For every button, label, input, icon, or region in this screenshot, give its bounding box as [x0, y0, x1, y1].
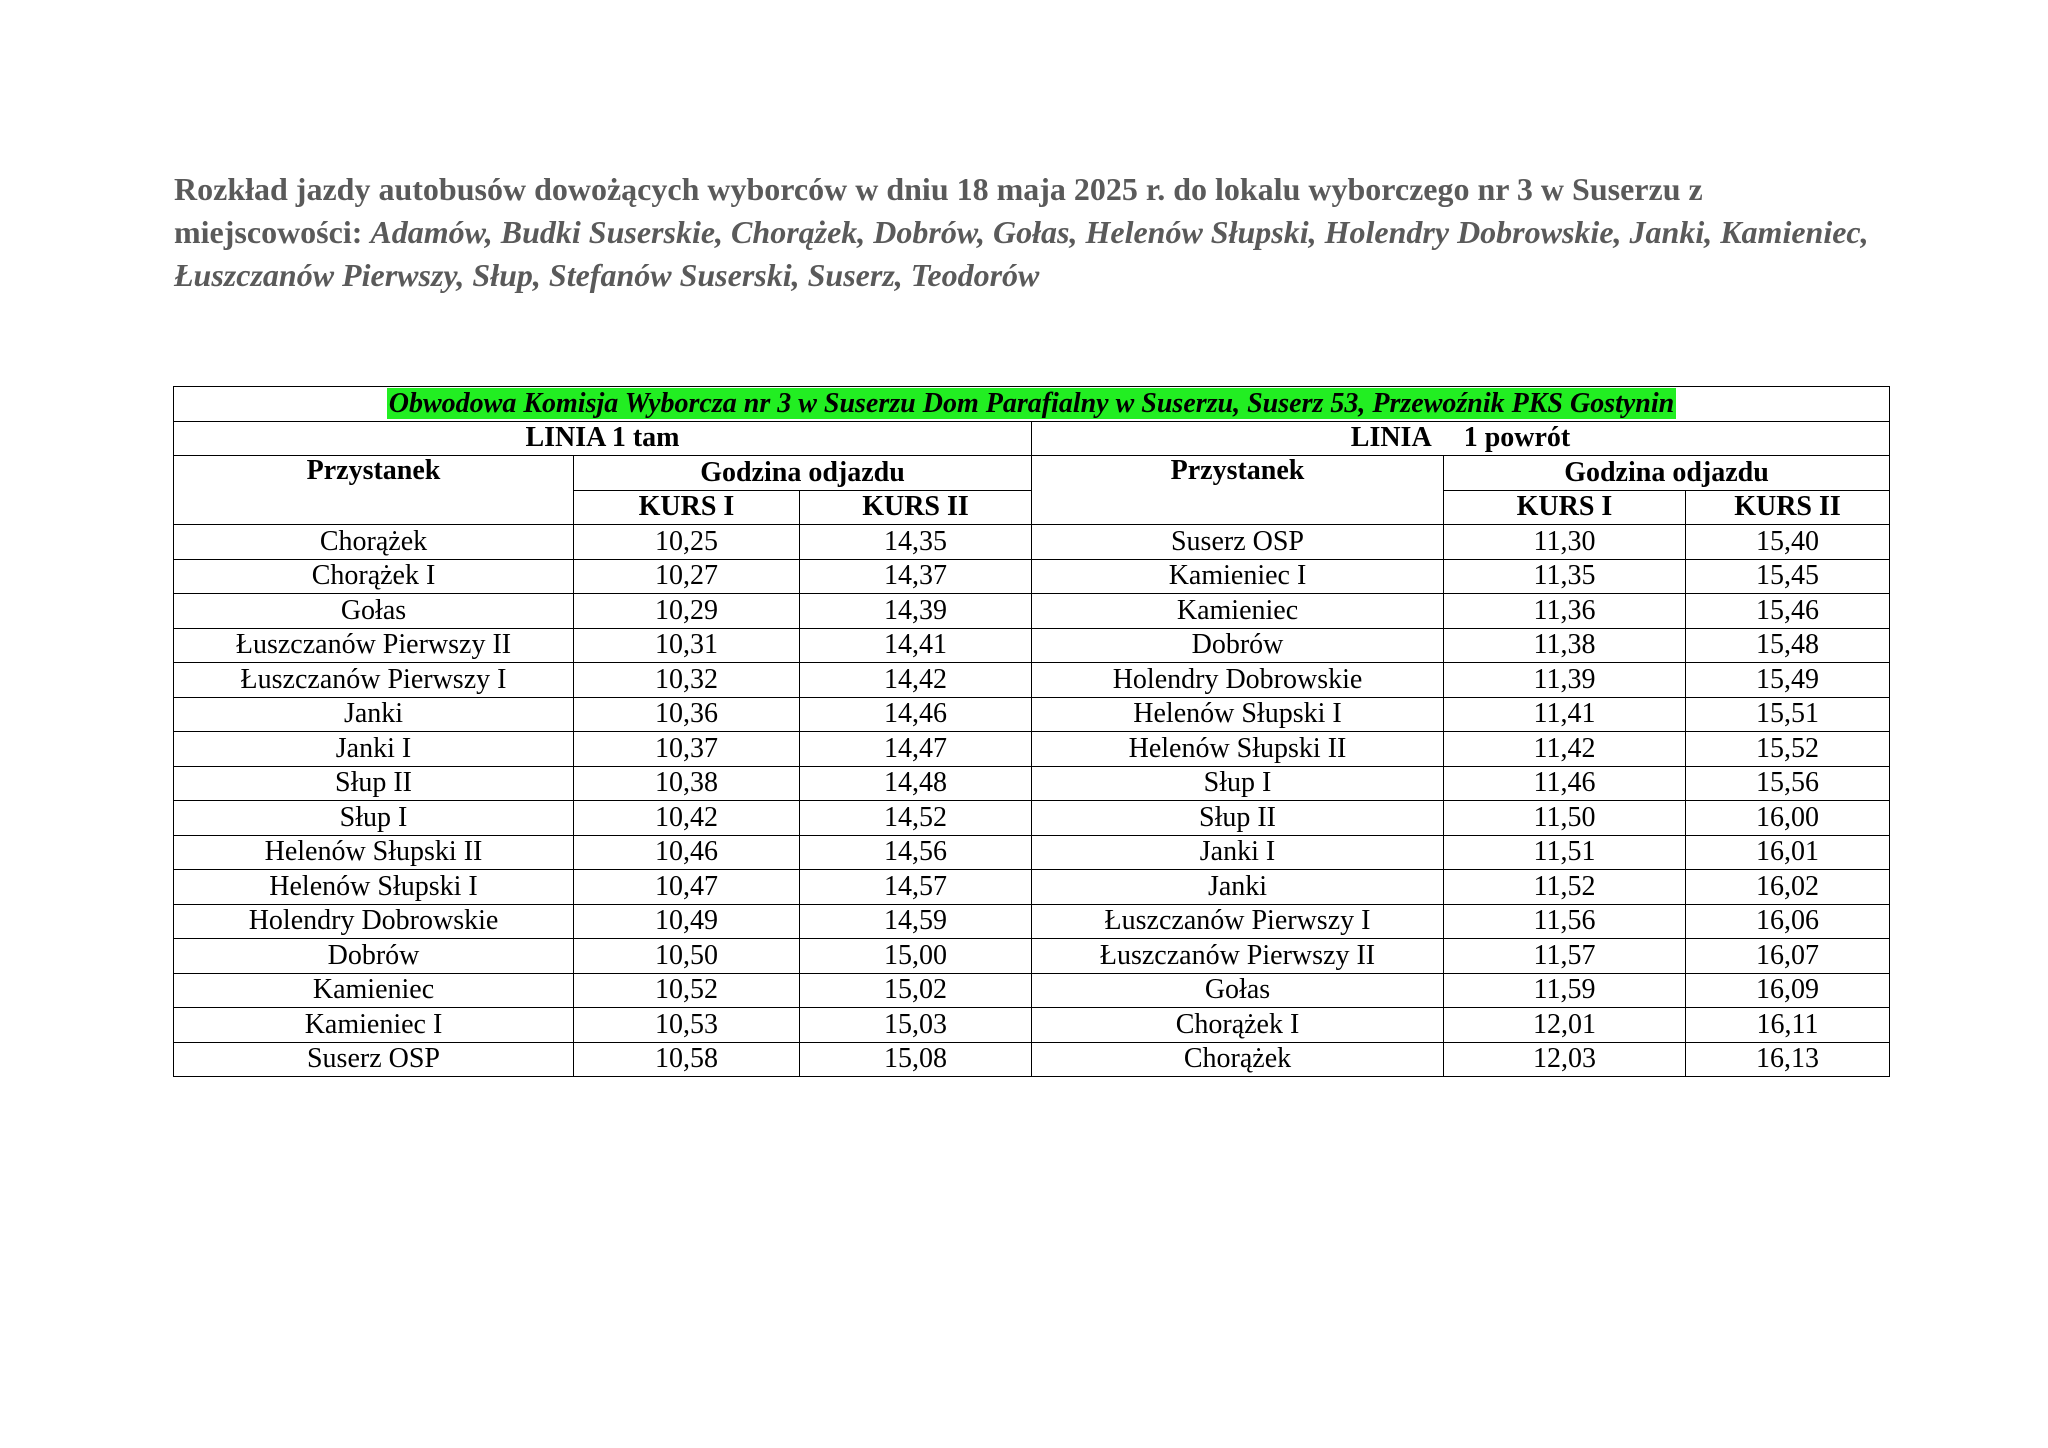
- out-kurs1-cell: 10,27: [574, 559, 800, 594]
- out-kurs1-cell: 10,31: [574, 628, 800, 663]
- out-kurs1-cell: 10,29: [574, 594, 800, 629]
- out-kurs1-header: KURS I: [574, 490, 800, 525]
- out-stop-cell: Holendry Dobrowskie: [174, 904, 574, 939]
- line-return-direction: 1 powrót: [1463, 422, 1571, 454]
- ret-kurs2-cell: 15,49: [1686, 663, 1890, 698]
- ret-stop-cell: Janki I: [1032, 835, 1444, 870]
- out-kurs2-cell: 14,52: [800, 801, 1032, 836]
- ret-kurs2-cell: 16,11: [1686, 1008, 1890, 1043]
- ret-kurs1-cell: 11,30: [1444, 525, 1686, 560]
- out-kurs1-cell: 10,53: [574, 1008, 800, 1043]
- out-kurs2-cell: 14,56: [800, 835, 1032, 870]
- out-kurs1-cell: 10,37: [574, 732, 800, 767]
- bus-schedule-table: [173, 386, 1890, 1077]
- ret-kurs2-cell: 16,00: [1686, 801, 1890, 836]
- out-stop-cell: Suserz OSP: [174, 1042, 574, 1077]
- line-header-row: [174, 421, 1890, 456]
- ret-kurs2-cell: 15,56: [1686, 766, 1890, 801]
- banner-row: [174, 387, 1890, 422]
- out-kurs1-cell: 10,49: [574, 904, 800, 939]
- column-header-row: [174, 456, 1890, 491]
- document-heading: [174, 168, 1874, 297]
- ret-kurs1-cell: 11,39: [1444, 663, 1686, 698]
- out-stop-cell: Helenów Słupski II: [174, 835, 574, 870]
- ret-kurs1-cell: 11,50: [1444, 801, 1686, 836]
- ret-stop-cell: Słup I: [1032, 766, 1444, 801]
- out-stop-cell: Janki: [174, 697, 574, 732]
- out-kurs2-cell: 14,59: [800, 904, 1032, 939]
- ret-kurs2-cell: 15,40: [1686, 525, 1890, 560]
- ret-stop-cell: Holendry Dobrowskie: [1032, 663, 1444, 698]
- ret-kurs1-cell: 11,36: [1444, 594, 1686, 629]
- ret-kurs1-header: KURS I: [1444, 490, 1686, 525]
- out-stop-cell: Słup I: [174, 801, 574, 836]
- ret-kurs1-cell: 11,46: [1444, 766, 1686, 801]
- ret-kurs2-cell: 16,06: [1686, 904, 1890, 939]
- out-kurs1-cell: 10,52: [574, 973, 800, 1008]
- ret-kurs1-cell: 11,57: [1444, 939, 1686, 974]
- out-kurs2-cell: 15,08: [800, 1042, 1032, 1077]
- out-kurs2-cell: 14,37: [800, 559, 1032, 594]
- out-kurs2-cell: 15,02: [800, 973, 1032, 1008]
- banner-cell: [174, 387, 1890, 422]
- ret-stop-cell: Chorążek: [1032, 1042, 1444, 1077]
- ret-kurs1-cell: 11,38: [1444, 628, 1686, 663]
- ret-time-header: Godzina odjazdu: [1444, 456, 1890, 491]
- out-kurs1-cell: 10,47: [574, 870, 800, 905]
- out-kurs2-cell: 14,48: [800, 766, 1032, 801]
- heading-places: Adamów, Budki Suserskie, Chorążek, Dobrów, Gołas, Helenów Słupski, Holendry Dobrowskie, Janki, Kamieniec, Łuszczanów Pierwszy, Słup, Stefanów Suserski, Suserz, Teodorów: [174, 214, 1869, 293]
- ret-stop-cell: Łuszczanów Pierwszy II: [1032, 939, 1444, 974]
- ret-kurs1-cell: 11,59: [1444, 973, 1686, 1008]
- out-stop-cell: Dobrów: [174, 939, 574, 974]
- ret-kurs2-cell: 15,51: [1686, 697, 1890, 732]
- table-row: [174, 1042, 1890, 1077]
- ret-stop-cell: Helenów Słupski I: [1032, 697, 1444, 732]
- out-stop-cell: Helenów Słupski I: [174, 870, 574, 905]
- out-kurs1-cell: 10,42: [574, 801, 800, 836]
- ret-stop-cell: Łuszczanów Pierwszy I: [1032, 904, 1444, 939]
- ret-stop-cell: Kamieniec: [1032, 594, 1444, 629]
- ret-kurs2-header: KURS II: [1686, 490, 1890, 525]
- out-kurs2-cell: 14,47: [800, 732, 1032, 767]
- out-stop-cell: Gołas: [174, 594, 574, 629]
- ret-kurs2-cell: 15,45: [1686, 559, 1890, 594]
- ret-stop-cell: Słup II: [1032, 801, 1444, 836]
- table-row: [174, 663, 1890, 698]
- out-kurs2-header: KURS II: [800, 490, 1032, 525]
- ret-kurs1-cell: 11,51: [1444, 835, 1686, 870]
- out-kurs2-cell: 14,57: [800, 870, 1032, 905]
- line-out-header: LINIA 1 tam: [174, 421, 1032, 456]
- out-kurs1-cell: 10,25: [574, 525, 800, 560]
- ret-kurs1-cell: 12,01: [1444, 1008, 1686, 1043]
- table-row: [174, 801, 1890, 836]
- out-stop-cell: Kamieniec I: [174, 1008, 574, 1043]
- table-row: [174, 628, 1890, 663]
- out-kurs1-cell: 10,36: [574, 697, 800, 732]
- out-stop-header: Przystanek: [174, 456, 574, 525]
- ret-kurs2-cell: 16,13: [1686, 1042, 1890, 1077]
- table-row: [174, 904, 1890, 939]
- out-kurs2-cell: 14,42: [800, 663, 1032, 698]
- out-kurs2-cell: 14,35: [800, 525, 1032, 560]
- ret-kurs1-cell: 11,42: [1444, 732, 1686, 767]
- ret-stop-cell: Gołas: [1032, 973, 1444, 1008]
- out-kurs2-cell: 14,41: [800, 628, 1032, 663]
- ret-stop-cell: Helenów Słupski II: [1032, 732, 1444, 767]
- out-kurs2-cell: 15,00: [800, 939, 1032, 974]
- out-stop-cell: Słup II: [174, 766, 574, 801]
- out-kurs1-cell: 10,46: [574, 835, 800, 870]
- table-row: [174, 1008, 1890, 1043]
- out-stop-cell: Chorążek I: [174, 559, 574, 594]
- out-kurs1-cell: 10,32: [574, 663, 800, 698]
- table-row: [174, 525, 1890, 560]
- ret-stop-cell: Dobrów: [1032, 628, 1444, 663]
- table-row: [174, 835, 1890, 870]
- out-stop-cell: Łuszczanów Pierwszy I: [174, 663, 574, 698]
- ret-kurs2-cell: 15,48: [1686, 628, 1890, 663]
- ret-stop-cell: Kamieniec I: [1032, 559, 1444, 594]
- ret-stop-cell: Janki: [1032, 870, 1444, 905]
- ret-stop-header: Przystanek: [1032, 456, 1444, 525]
- heading-text: Rozkład jazdy autobusów dowożących wyborców w dniu 18 maja 2025 r. do lokalu wyborczego nr 3 w Suserzu z miejscowości:: [174, 171, 1703, 250]
- out-kurs1-cell: 10,58: [574, 1042, 800, 1077]
- table-row: [174, 939, 1890, 974]
- out-time-header: Godzina odjazdu: [574, 456, 1032, 491]
- out-kurs1-cell: 10,50: [574, 939, 800, 974]
- table-row: [174, 697, 1890, 732]
- table-row: [174, 732, 1890, 767]
- banner-text: Obwodowa Komisja Wyborcza nr 3 w Suserzu Dom Parafialny w Suserzu, Suserz 53, Przewoźnik PKS Gostynin: [388, 387, 1675, 419]
- line-return-label: LINIA: [1350, 422, 1432, 454]
- out-kurs1-cell: 10,38: [574, 766, 800, 801]
- table-row: [174, 870, 1890, 905]
- ret-kurs2-cell: 15,46: [1686, 594, 1890, 629]
- out-kurs2-cell: 15,03: [800, 1008, 1032, 1043]
- table-row: [174, 973, 1890, 1008]
- ret-kurs2-cell: 16,01: [1686, 835, 1890, 870]
- table-row: [174, 766, 1890, 801]
- ret-kurs1-cell: 11,52: [1444, 870, 1686, 905]
- ret-kurs1-cell: 11,56: [1444, 904, 1686, 939]
- line-return-header: [1032, 421, 1890, 456]
- ret-stop-cell: Suserz OSP: [1032, 525, 1444, 560]
- out-stop-cell: Janki I: [174, 732, 574, 767]
- ret-kurs1-cell: 11,41: [1444, 697, 1686, 732]
- ret-kurs2-cell: 16,07: [1686, 939, 1890, 974]
- ret-kurs2-cell: 16,09: [1686, 973, 1890, 1008]
- out-stop-cell: Kamieniec: [174, 973, 574, 1008]
- table-row: [174, 594, 1890, 629]
- ret-kurs1-cell: 12,03: [1444, 1042, 1686, 1077]
- out-kurs2-cell: 14,46: [800, 697, 1032, 732]
- ret-kurs2-cell: 15,52: [1686, 732, 1890, 767]
- out-kurs2-cell: 14,39: [800, 594, 1032, 629]
- ret-kurs2-cell: 16,02: [1686, 870, 1890, 905]
- out-stop-cell: Chorążek: [174, 525, 574, 560]
- out-stop-cell: Łuszczanów Pierwszy II: [174, 628, 574, 663]
- ret-stop-cell: Chorążek I: [1032, 1008, 1444, 1043]
- ret-kurs1-cell: 11,35: [1444, 559, 1686, 594]
- table-row: [174, 559, 1890, 594]
